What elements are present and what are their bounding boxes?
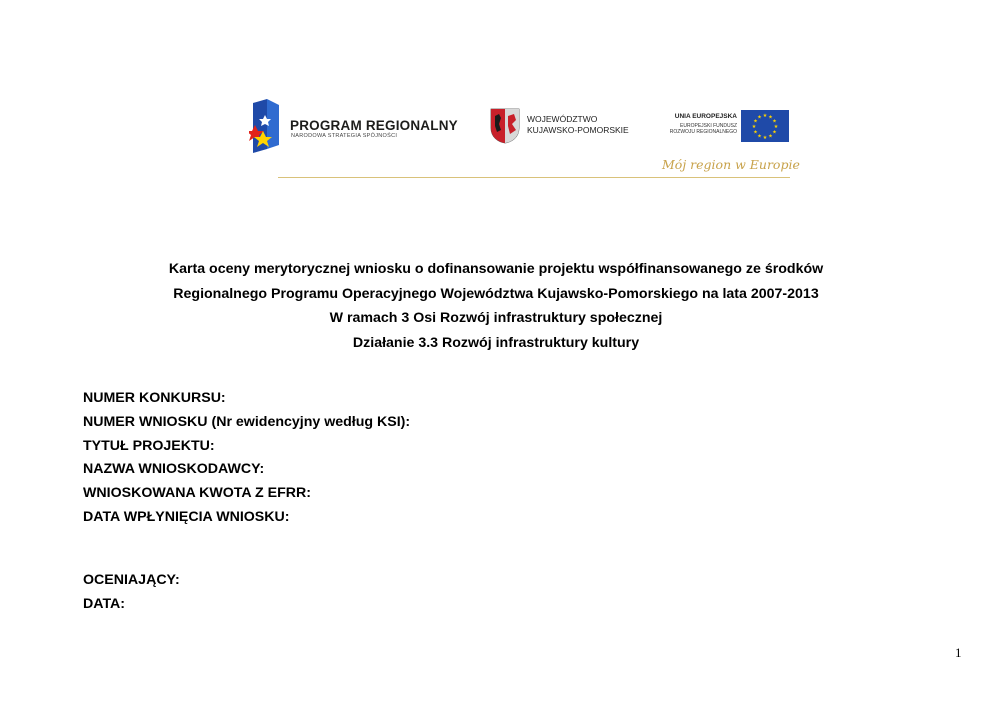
svg-text:★: ★: [753, 118, 758, 125]
voivodeship-logo: [490, 108, 630, 144]
svg-text:★: ★: [757, 133, 762, 140]
svg-text:★: ★: [751, 124, 757, 130]
svg-text:★: ★: [768, 114, 773, 121]
title-line: Regionalnego Programu Operacyjnego Województwa Kujawsko-Pomorskiego na lata 2007-2013: [173, 285, 819, 302]
svg-text:★: ★: [753, 129, 758, 136]
field-label-evaluator: OCENIAJĄCY:: [83, 572, 180, 588]
motto-text: Mój region w Europie: [662, 157, 800, 172]
field-label-requested-amount: WNIOSKOWANA KWOTA Z EFRR:: [83, 485, 312, 502]
svg-text:★: ★: [768, 133, 773, 140]
svg-text:★: ★: [772, 129, 777, 136]
program-regionalny-emblem-icon: [249, 99, 289, 153]
header-divider: [278, 177, 790, 178]
document-title: [100, 257, 892, 355]
coat-of-arms-icon: [490, 108, 520, 144]
page-number: 1: [955, 645, 962, 660]
field-label-project-title: TYTUŁ PROJEKTU:: [83, 437, 215, 454]
field-label-submission-date: DATA WPŁYNIĘCIA WNIOSKU:: [83, 508, 290, 525]
title-line: Karta oceny merytorycznej wniosku o dofinansowanie projektu współfinansowanego ze środków: [168, 261, 824, 277]
svg-text:★: ★: [772, 118, 777, 125]
svg-text:★: ★: [762, 113, 768, 119]
evaluation-fields: [83, 569, 180, 617]
eu-line3: ROZWOJU REGIONALNEGO: [669, 129, 737, 135]
svg-text:★: ★: [773, 124, 779, 130]
eu-flag-icon: [741, 110, 789, 142]
field-label-date: DATA:: [83, 595, 126, 612]
field-label-competition-number: NUMER KONKURSU:: [83, 390, 226, 406]
title-line: W ramach 3 Osi Rozwój infrastruktury społecznej: [329, 310, 663, 326]
program-regionalny-subtitle: NARODOWA STRATEGIA SPÓJNOŚCI: [291, 133, 398, 139]
program-regionalny-title: PROGRAM REGIONALNY: [290, 118, 458, 133]
eu-line1: UNIA EUROPEJSKA: [674, 113, 737, 120]
field-label-applicant-name: NAZWA WNIOSKODAWCY:: [83, 461, 265, 478]
eu-logo: [655, 108, 795, 148]
field-label-application-number: NUMER WNIOSKU (Nr ewidencyjny według KSI):: [83, 413, 411, 430]
voivodeship-line1: WOJEWÓDZTWO: [527, 114, 598, 124]
voivodeship-line2: KUJAWSKO-POMORSKIE: [527, 125, 629, 135]
eu-line2: EUROPEJSKI FUNDUSZ: [680, 123, 737, 129]
svg-text:★: ★: [757, 114, 762, 121]
application-fields: [83, 387, 410, 530]
svg-text:★: ★: [762, 135, 768, 141]
program-regionalny-logo: [249, 99, 458, 153]
title-line: Działanie 3.3 Rozwój infrastruktury kultury: [352, 334, 640, 351]
